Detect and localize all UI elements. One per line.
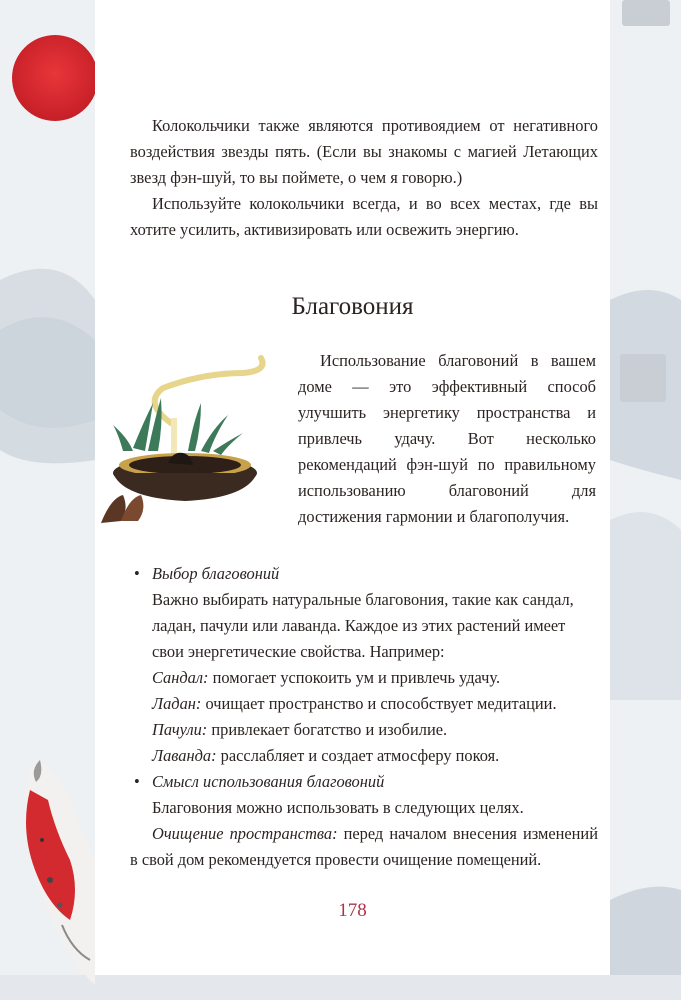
paragraph: Используйте колокольчики всегда, и во всех местах, где вы хотите усилить, активизировать или освежить энергию. [130,194,598,239]
page-number: 178 [338,900,367,921]
section-text: Важно выбирать натуральные благовония, такие как сандал, ладан, пачули или лаванда. Каждое из этих растений имеет свои энергетические свойства. Например: [152,590,574,661]
list-item [130,717,598,743]
red-sun [12,35,98,121]
item-desc: привлекает богатство и изобилие. [207,720,448,739]
item-term: Ладан: [152,694,202,713]
incense-burner-illustration [83,333,288,533]
item-term: Очищение пространства: [152,824,338,843]
list-item [130,743,598,769]
decorative-square [620,354,666,402]
list-item [130,691,598,717]
list-item [130,665,598,691]
bullet-heading: • Смысл использования благовоний [130,769,598,795]
item-term: Сандал: [152,668,209,687]
item-desc: перед началом внесения изменений в свой дом рекомендуется провести очищение помещений. [130,824,598,869]
section-heading: Благовония [291,293,414,320]
sections-block [130,561,598,873]
section-text: Благовония можно использовать в следующих целях. [152,798,524,817]
item-term: Пачули: [152,720,208,739]
list-item [130,821,598,873]
item-desc: очищает пространство и способствует медитации. [201,694,557,713]
top-text-block [130,113,598,243]
book-page [95,0,610,975]
item-desc: расслабляет и создает атмосферу покоя. [216,746,500,765]
intro-paragraph: Использование благовоний в вашем доме — это эффективный способ улучшить энергетику пространства и привлечь удачу. Вот несколько рекомендаций фэн-шуй по правильному использованию благовоний для достижения гармонии и благополучия. [298,351,596,526]
item-term: Лаванда: [152,746,217,765]
paragraph: Колокольчики также являются противоядием от негативного воздействия звезды пять. (Если вы знакомы с магией Летающих звезд фэн-шуй, то вы поймете, о чем я говорю.) [130,116,598,187]
decorative-square [622,0,670,26]
item-desc: помогает успокоить ум и привлечь удачу. [208,668,501,687]
koi-fish-illustration [25,760,95,985]
bullet-heading: • Выбор благовоний [130,561,598,587]
